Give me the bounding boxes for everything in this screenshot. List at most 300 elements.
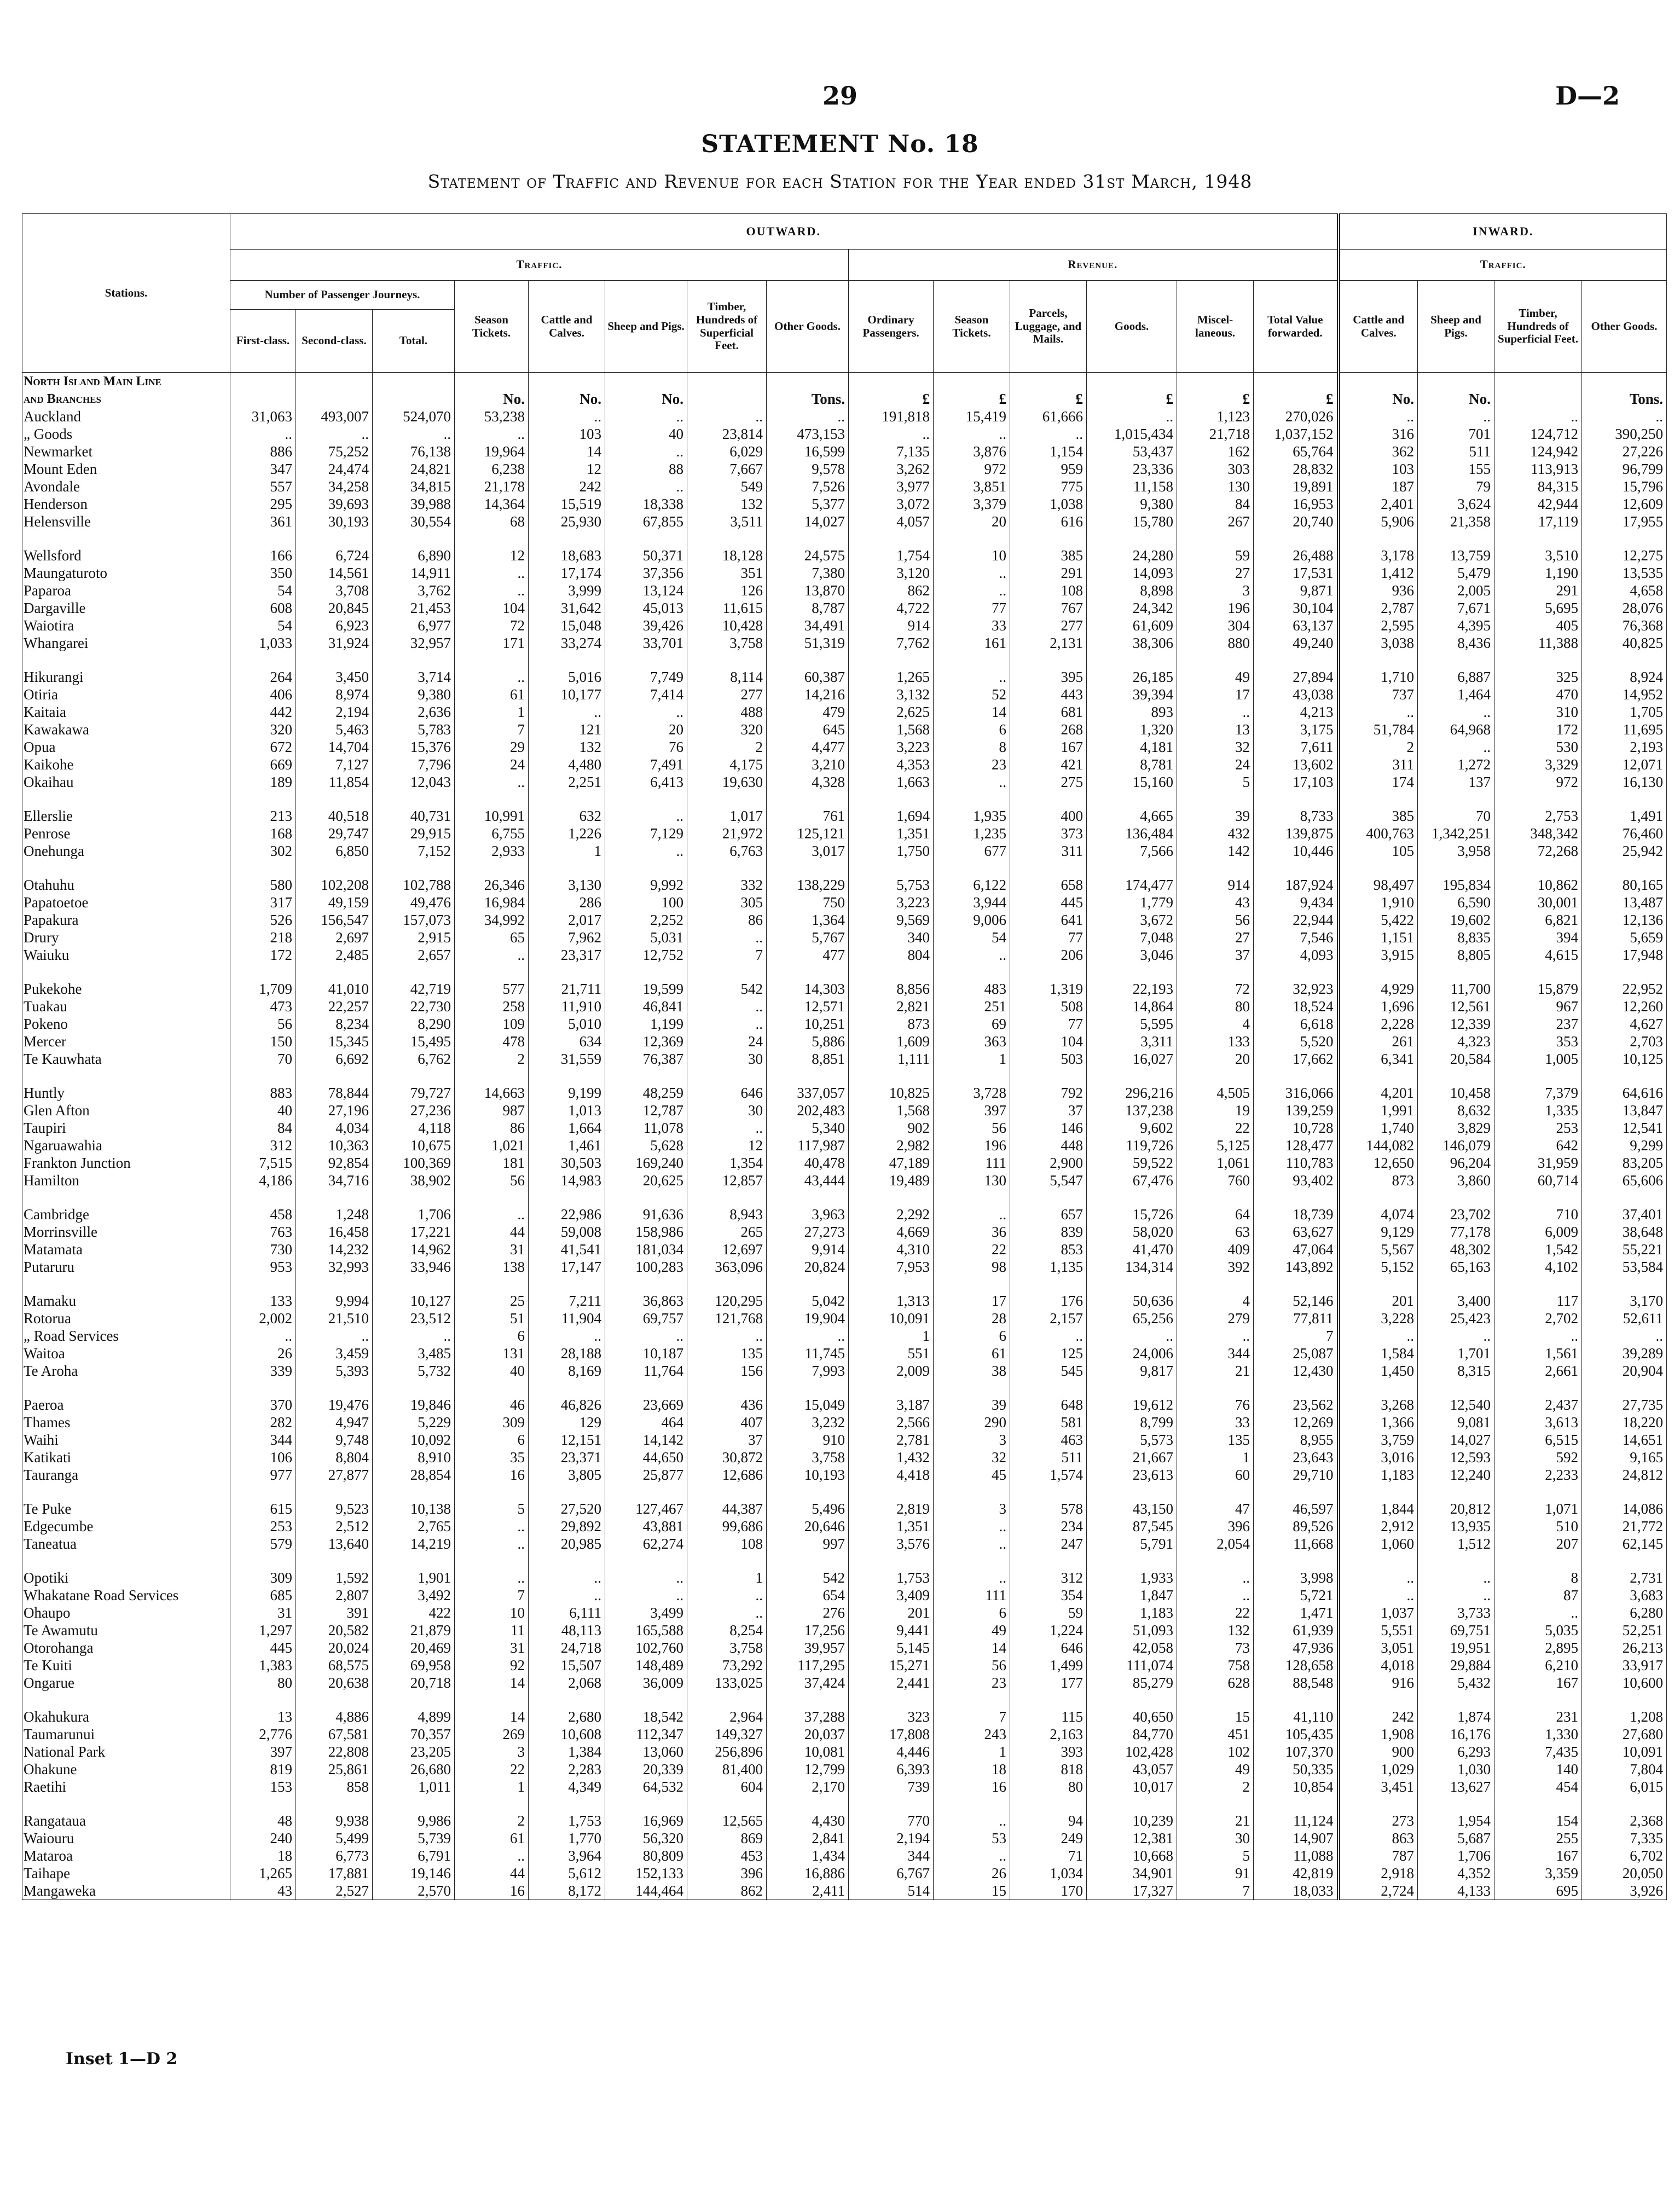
table-cell: 3,329 [1494,756,1582,773]
table-cell: 89,526 [1254,1518,1339,1535]
spacer-cell [605,1553,687,1569]
table-cell: 44 [455,1223,529,1241]
table-cell: 3,576 [849,1535,934,1553]
table-cell: 3,051 [1339,1639,1418,1657]
table-cell: 132 [687,495,767,513]
table-cell: 7,491 [605,756,687,773]
spacer-cell [934,1189,1010,1206]
table-cell: 10,728 [1254,1119,1339,1137]
table-cell: 23,371 [529,1449,605,1466]
spacer-cell [1010,964,1087,980]
table-cell: 88,548 [1254,1674,1339,1692]
table-cell: 18 [230,1847,296,1864]
spacer-cell [1418,1692,1494,1708]
spacer-cell [22,964,230,980]
table-cell: 100,283 [605,1258,687,1276]
table-cell: 616 [1010,513,1087,530]
table-cell: 10,177 [529,686,605,703]
table-cell: 936 [1339,582,1418,599]
table-cell: 176 [1010,1292,1087,1310]
table-cell: 3,964 [529,1847,605,1864]
spacer-cell [1254,791,1339,807]
table-cell: 701 [1418,425,1494,443]
table-cell: .. [455,773,529,791]
spacer-cell [455,1692,529,1708]
station-name: Taneatua [22,1535,230,1553]
table-cell: 20,904 [1582,1362,1667,1380]
table-cell: 1,847 [1087,1586,1177,1604]
spacer-cell [1494,1796,1582,1812]
table-cell: 26,680 [373,1761,455,1778]
table-cell: 29,884 [1418,1657,1494,1674]
table-row [22,495,1667,513]
station-name: „ Road Services [22,1327,230,1345]
table-cell: 31,959 [1494,1154,1582,1172]
spacer-cell [1494,373,1582,391]
table-cell: 545 [1010,1362,1087,1380]
spacer-cell [1254,1796,1339,1812]
table-cell: 195,834 [1418,876,1494,894]
table-row [22,1535,1667,1553]
table-cell: 15,160 [1087,773,1177,791]
table-cell: 12,799 [767,1761,849,1778]
table-cell: 146 [1010,1119,1087,1137]
spacer-cell [455,860,529,876]
table-cell: 270,026 [1254,408,1339,425]
spacer-row [22,1553,1667,1569]
table-cell: 12,857 [687,1172,767,1189]
station-name: Whakatane Road Services [22,1586,230,1604]
table-cell: 2,251 [529,773,605,791]
table-cell: 12,369 [605,1033,687,1050]
table-cell: 4,947 [296,1414,373,1431]
table-cell: 1,609 [849,1033,934,1050]
table-cell: 344 [1177,1345,1254,1362]
table-cell: 59,522 [1087,1154,1177,1172]
table-cell: 396 [1177,1518,1254,1535]
station-name: Opua [22,738,230,756]
table-cell: 4,118 [373,1119,455,1137]
table-cell: 27,226 [1582,443,1667,460]
table-cell: 658 [1010,876,1087,894]
spacer-cell [849,652,934,668]
table-cell: .. [1418,1327,1494,1345]
table-cell: 13,602 [1254,756,1339,773]
table-cell: 28,854 [373,1466,455,1484]
table-cell: 240 [230,1829,296,1847]
table-cell: 31 [455,1241,529,1258]
table-cell: 21,879 [373,1622,455,1639]
outward-traffic-header: Traffic. [230,250,849,281]
table-cell: 34,901 [1087,1864,1177,1882]
table-cell: 362 [1339,443,1418,460]
table-cell: 76,387 [605,1050,687,1068]
table-cell: 14,027 [1418,1431,1494,1449]
station-name: Frankton Junction [22,1154,230,1172]
table-cell: 137 [1418,773,1494,791]
table-cell: 247 [1010,1535,1087,1553]
spacer-cell [529,791,605,807]
table-cell: 390,250 [1582,425,1667,443]
spacer-cell [687,860,767,876]
station-name: Drury [22,929,230,946]
table-cell: 33,274 [529,634,605,652]
table-cell: 1 [1177,1449,1254,1466]
station-name: Ngaruawahia [22,1137,230,1154]
table-cell: 316 [1339,425,1418,443]
table-cell: 2,753 [1494,807,1582,825]
station-name: Otiria [22,686,230,703]
table-cell: 385 [1010,547,1087,564]
table-cell: 549 [687,478,767,495]
table-cell: 170 [1010,1882,1087,1900]
table-cell: .. [455,1206,529,1223]
table-cell: .. [1177,703,1254,721]
table-cell: 1,265 [230,1864,296,1882]
table-cell: 3,170 [1582,1292,1667,1310]
table-row [22,668,1667,686]
table-cell: 28,832 [1254,460,1339,478]
table-cell: 14 [934,1639,1010,1657]
table-cell: 22,952 [1582,980,1667,998]
spacer-cell [1339,373,1418,391]
unit-cell: No. [605,390,687,408]
table-cell: 152,133 [605,1864,687,1882]
passenger-journeys-header: Number of Passenger Journeys. [230,281,455,310]
table-cell: .. [529,703,605,721]
table-cell: 1,005 [1494,1050,1582,1068]
table-cell: 2,964 [687,1708,767,1725]
table-cell: 21,453 [373,599,455,617]
table-cell: 10,862 [1494,876,1582,894]
spacer-row [22,1276,1667,1292]
table-cell: 70,357 [373,1725,455,1743]
table-cell: 255 [1494,1829,1582,1847]
table-cell: 2 [455,1812,529,1829]
table-cell: 18,220 [1582,1414,1667,1431]
table-cell: 914 [849,617,934,634]
table-cell: 96,799 [1582,460,1667,478]
table-cell: 4,034 [296,1119,373,1137]
spacer-cell [1177,1553,1254,1569]
table-cell: 251 [934,998,1010,1015]
station-name: Kawakawa [22,721,230,738]
table-row [22,1362,1667,1380]
table-cell: 105 [1339,842,1418,860]
table-row [22,1708,1667,1725]
table-cell: 13,627 [1418,1778,1494,1796]
spacer-cell [605,1276,687,1292]
table-row [22,1639,1667,1657]
spacer-cell [296,373,373,391]
spacer-cell [1418,373,1494,391]
spacer-cell [1582,530,1667,547]
table-cell: 858 [296,1778,373,1796]
table-cell: 17,327 [1087,1882,1177,1900]
table-cell: 165,588 [605,1622,687,1639]
table-cell: 49 [1177,668,1254,686]
spacer-cell [455,1796,529,1812]
table-cell: 3,223 [849,894,934,911]
spacer-cell [1087,1692,1177,1708]
table-row [22,1310,1667,1327]
table-cell: 27 [1177,564,1254,582]
table-row [22,721,1667,738]
table-cell: 32 [934,1449,1010,1466]
table-cell: 9,199 [529,1084,605,1102]
table-cell: 12,752 [605,946,687,964]
table-cell: 43,038 [1254,686,1339,703]
spacer-cell [605,1484,687,1500]
table-cell: 8,254 [687,1622,767,1639]
table-cell: 5,612 [529,1864,605,1882]
table-cell: 14 [455,1674,529,1692]
table-cell: 155 [1418,460,1494,478]
table-cell: 503 [1010,1050,1087,1068]
table-cell: 119,726 [1087,1137,1177,1154]
table-cell: 910 [767,1431,849,1449]
spacer-row [22,860,1667,876]
table-cell: 373 [1010,825,1087,842]
table-row [22,1258,1667,1276]
table-cell: 5 [455,1500,529,1518]
table-cell: 5,695 [1494,599,1582,617]
table-cell: 201 [849,1604,934,1622]
table-cell: 2,703 [1582,1033,1667,1050]
table-cell: 397 [934,1102,1010,1119]
table-cell: 11,904 [529,1310,605,1327]
table-cell: 20,638 [296,1674,373,1692]
spacer-cell [529,1553,605,1569]
table-cell: 654 [767,1586,849,1604]
spacer-cell [529,1796,605,1812]
table-cell: 181,034 [605,1241,687,1258]
section-heading: and Branches [22,390,230,408]
table-cell: 22,730 [373,998,455,1015]
table-cell: .. [373,425,455,443]
table-cell: 10,363 [296,1137,373,1154]
table-cell: .. [1177,1586,1254,1604]
table-cell: 1,450 [1339,1362,1418,1380]
table-cell: 8,955 [1254,1431,1339,1449]
table-cell: 20,037 [767,1725,849,1743]
table-cell: 3,492 [373,1586,455,1604]
table-cell: 70 [1418,807,1494,825]
table-cell: 1,061 [1177,1154,1254,1172]
table-cell: 8,632 [1418,1102,1494,1119]
table-cell: 40 [605,425,687,443]
table-cell: 2,776 [230,1725,296,1743]
table-cell: 47,936 [1254,1639,1339,1657]
table-cell: .. [934,668,1010,686]
table-cell: 2,194 [849,1829,934,1847]
table-cell: 514 [849,1882,934,1900]
table-cell: 45 [934,1466,1010,1484]
table-cell: 646 [1010,1639,1087,1657]
table-cell: 18,739 [1254,1206,1339,1223]
table-cell: 394 [1494,929,1582,946]
table-cell: 64,532 [605,1778,687,1796]
table-cell: 3,450 [296,668,373,686]
table-cell: 61,939 [1254,1622,1339,1639]
spacer-cell [1087,791,1177,807]
table-cell: 27,236 [373,1102,455,1119]
table-cell: 8,799 [1087,1414,1177,1431]
table-cell: 479 [767,703,849,721]
spacer-cell [1582,1484,1667,1500]
table-cell: 510 [1494,1518,1582,1535]
spacer-cell [1339,1276,1418,1292]
spacer-cell [1177,860,1254,876]
table-cell: 102,208 [296,876,373,894]
table-cell: 76 [605,738,687,756]
table-cell: 138,229 [767,876,849,894]
spacer-cell [934,860,1010,876]
spacer-cell [1177,1484,1254,1500]
table-cell: 187 [1339,478,1418,495]
table-cell: 1,542 [1494,1241,1582,1258]
spacer-cell [296,1276,373,1292]
table-cell: 19 [1177,1102,1254,1119]
table-cell: 132 [1177,1622,1254,1639]
table-cell: 302 [230,842,296,860]
table-cell: 6,590 [1418,894,1494,911]
table-cell: 15,495 [373,1033,455,1050]
table-cell: 4,665 [1087,807,1177,825]
table-cell: 12 [529,460,605,478]
spacer-cell [849,860,934,876]
table-row [22,1206,1667,1223]
table-cell: .. [455,668,529,686]
table-cell: 4,615 [1494,946,1582,964]
table-cell: 88 [605,460,687,478]
table-cell: 21,667 [1087,1449,1177,1466]
table-cell: 2 [1339,738,1418,756]
table-cell: 20 [605,721,687,738]
unit-cell [373,390,455,408]
table-cell: 8,924 [1582,668,1667,686]
spacer-cell [605,791,687,807]
col-in-other-goods: Other Goods. [1582,281,1667,373]
table-cell: 80,165 [1582,876,1667,894]
station-name: Ongarue [22,1674,230,1692]
spacer-cell [455,1380,529,1396]
table-cell: 14,864 [1087,998,1177,1015]
table-cell: .. [1418,1569,1494,1586]
table-cell: 264 [230,668,296,686]
spacer-cell [296,1796,373,1812]
table-cell: 49,476 [373,894,455,911]
table-cell: .. [934,946,1010,964]
table-cell: 421 [1010,756,1087,773]
table-cell: 81,400 [687,1761,767,1778]
unit-cell: No. [529,390,605,408]
table-cell: 98 [934,1258,1010,1276]
table-cell: 72 [1177,980,1254,998]
table-cell: 111 [934,1154,1010,1172]
table-cell: 6,015 [1582,1778,1667,1796]
table-cell: 2,566 [849,1414,934,1431]
table-cell: 52,611 [1582,1310,1667,1327]
table-row [22,1674,1667,1692]
table-cell: 85,279 [1087,1674,1177,1692]
table-cell: 685 [230,1586,296,1604]
spacer-cell [529,1484,605,1500]
table-cell: 121 [529,721,605,738]
table-row [22,599,1667,617]
table-cell: .. [296,425,373,443]
col-in-cattle-calves: Cattle and Calves. [1339,281,1418,373]
table-cell: 61 [455,1829,529,1847]
table-cell: 130 [1177,478,1254,495]
table-cell: 62,145 [1582,1535,1667,1553]
table-cell: 25,087 [1254,1345,1339,1362]
table-cell: 2,411 [767,1882,849,1900]
table-cell: 406 [230,686,296,703]
table-cell: 4,446 [849,1743,934,1761]
table-cell: 43,881 [605,1518,687,1535]
table-cell: 11,695 [1582,721,1667,738]
table-cell: 10,600 [1582,1674,1667,1692]
table-row [22,980,1667,998]
table-cell: 304 [1177,617,1254,634]
spacer-cell [687,1796,767,1812]
table-cell: 69 [934,1015,1010,1033]
table-cell: 20,024 [296,1639,373,1657]
table-row [22,1569,1667,1586]
table-cell: 8,290 [373,1015,455,1033]
table-cell: 6 [934,721,1010,738]
table-cell: 316,066 [1254,1084,1339,1102]
table-cell: 2,292 [849,1206,934,1223]
table-cell: 5,906 [1339,513,1418,530]
table-cell: 3,860 [1418,1172,1494,1189]
table-cell: 2,625 [849,703,934,721]
table-cell: 818 [1010,1761,1087,1778]
table-cell: 862 [849,582,934,599]
spacer-cell [1177,652,1254,668]
table-cell: 7,152 [373,842,455,860]
table-cell: 645 [767,721,849,738]
table-cell: 12,260 [1582,998,1667,1015]
spacer-cell [22,652,230,668]
spacer-cell [767,1484,849,1500]
table-cell: 2,368 [1582,1812,1667,1829]
table-cell: 400,763 [1339,825,1418,842]
table-row [22,513,1667,530]
table-cell: 102,428 [1087,1743,1177,1761]
table-cell: 409 [1177,1241,1254,1258]
table-cell: 6,821 [1494,911,1582,929]
spacer-cell [1087,1553,1177,1569]
table-cell: 9,129 [1339,1223,1418,1241]
table-cell: 1,461 [529,1137,605,1154]
spacer-cell [687,1276,767,1292]
table-cell: 20 [934,513,1010,530]
table-cell: 2,233 [1494,1466,1582,1484]
table-cell: 7,749 [605,668,687,686]
spacer-cell [1418,860,1494,876]
table-cell: 174 [1339,773,1418,791]
table-cell: 108 [687,1535,767,1553]
table-cell: 615 [230,1500,296,1518]
station-name: Pukekohe [22,980,230,998]
table-cell: 1,354 [687,1154,767,1172]
table-cell: 7,962 [529,929,605,946]
table-cell: 27,196 [296,1102,373,1119]
table-cell: 33,917 [1582,1657,1667,1674]
table-cell: 282 [230,1414,296,1431]
